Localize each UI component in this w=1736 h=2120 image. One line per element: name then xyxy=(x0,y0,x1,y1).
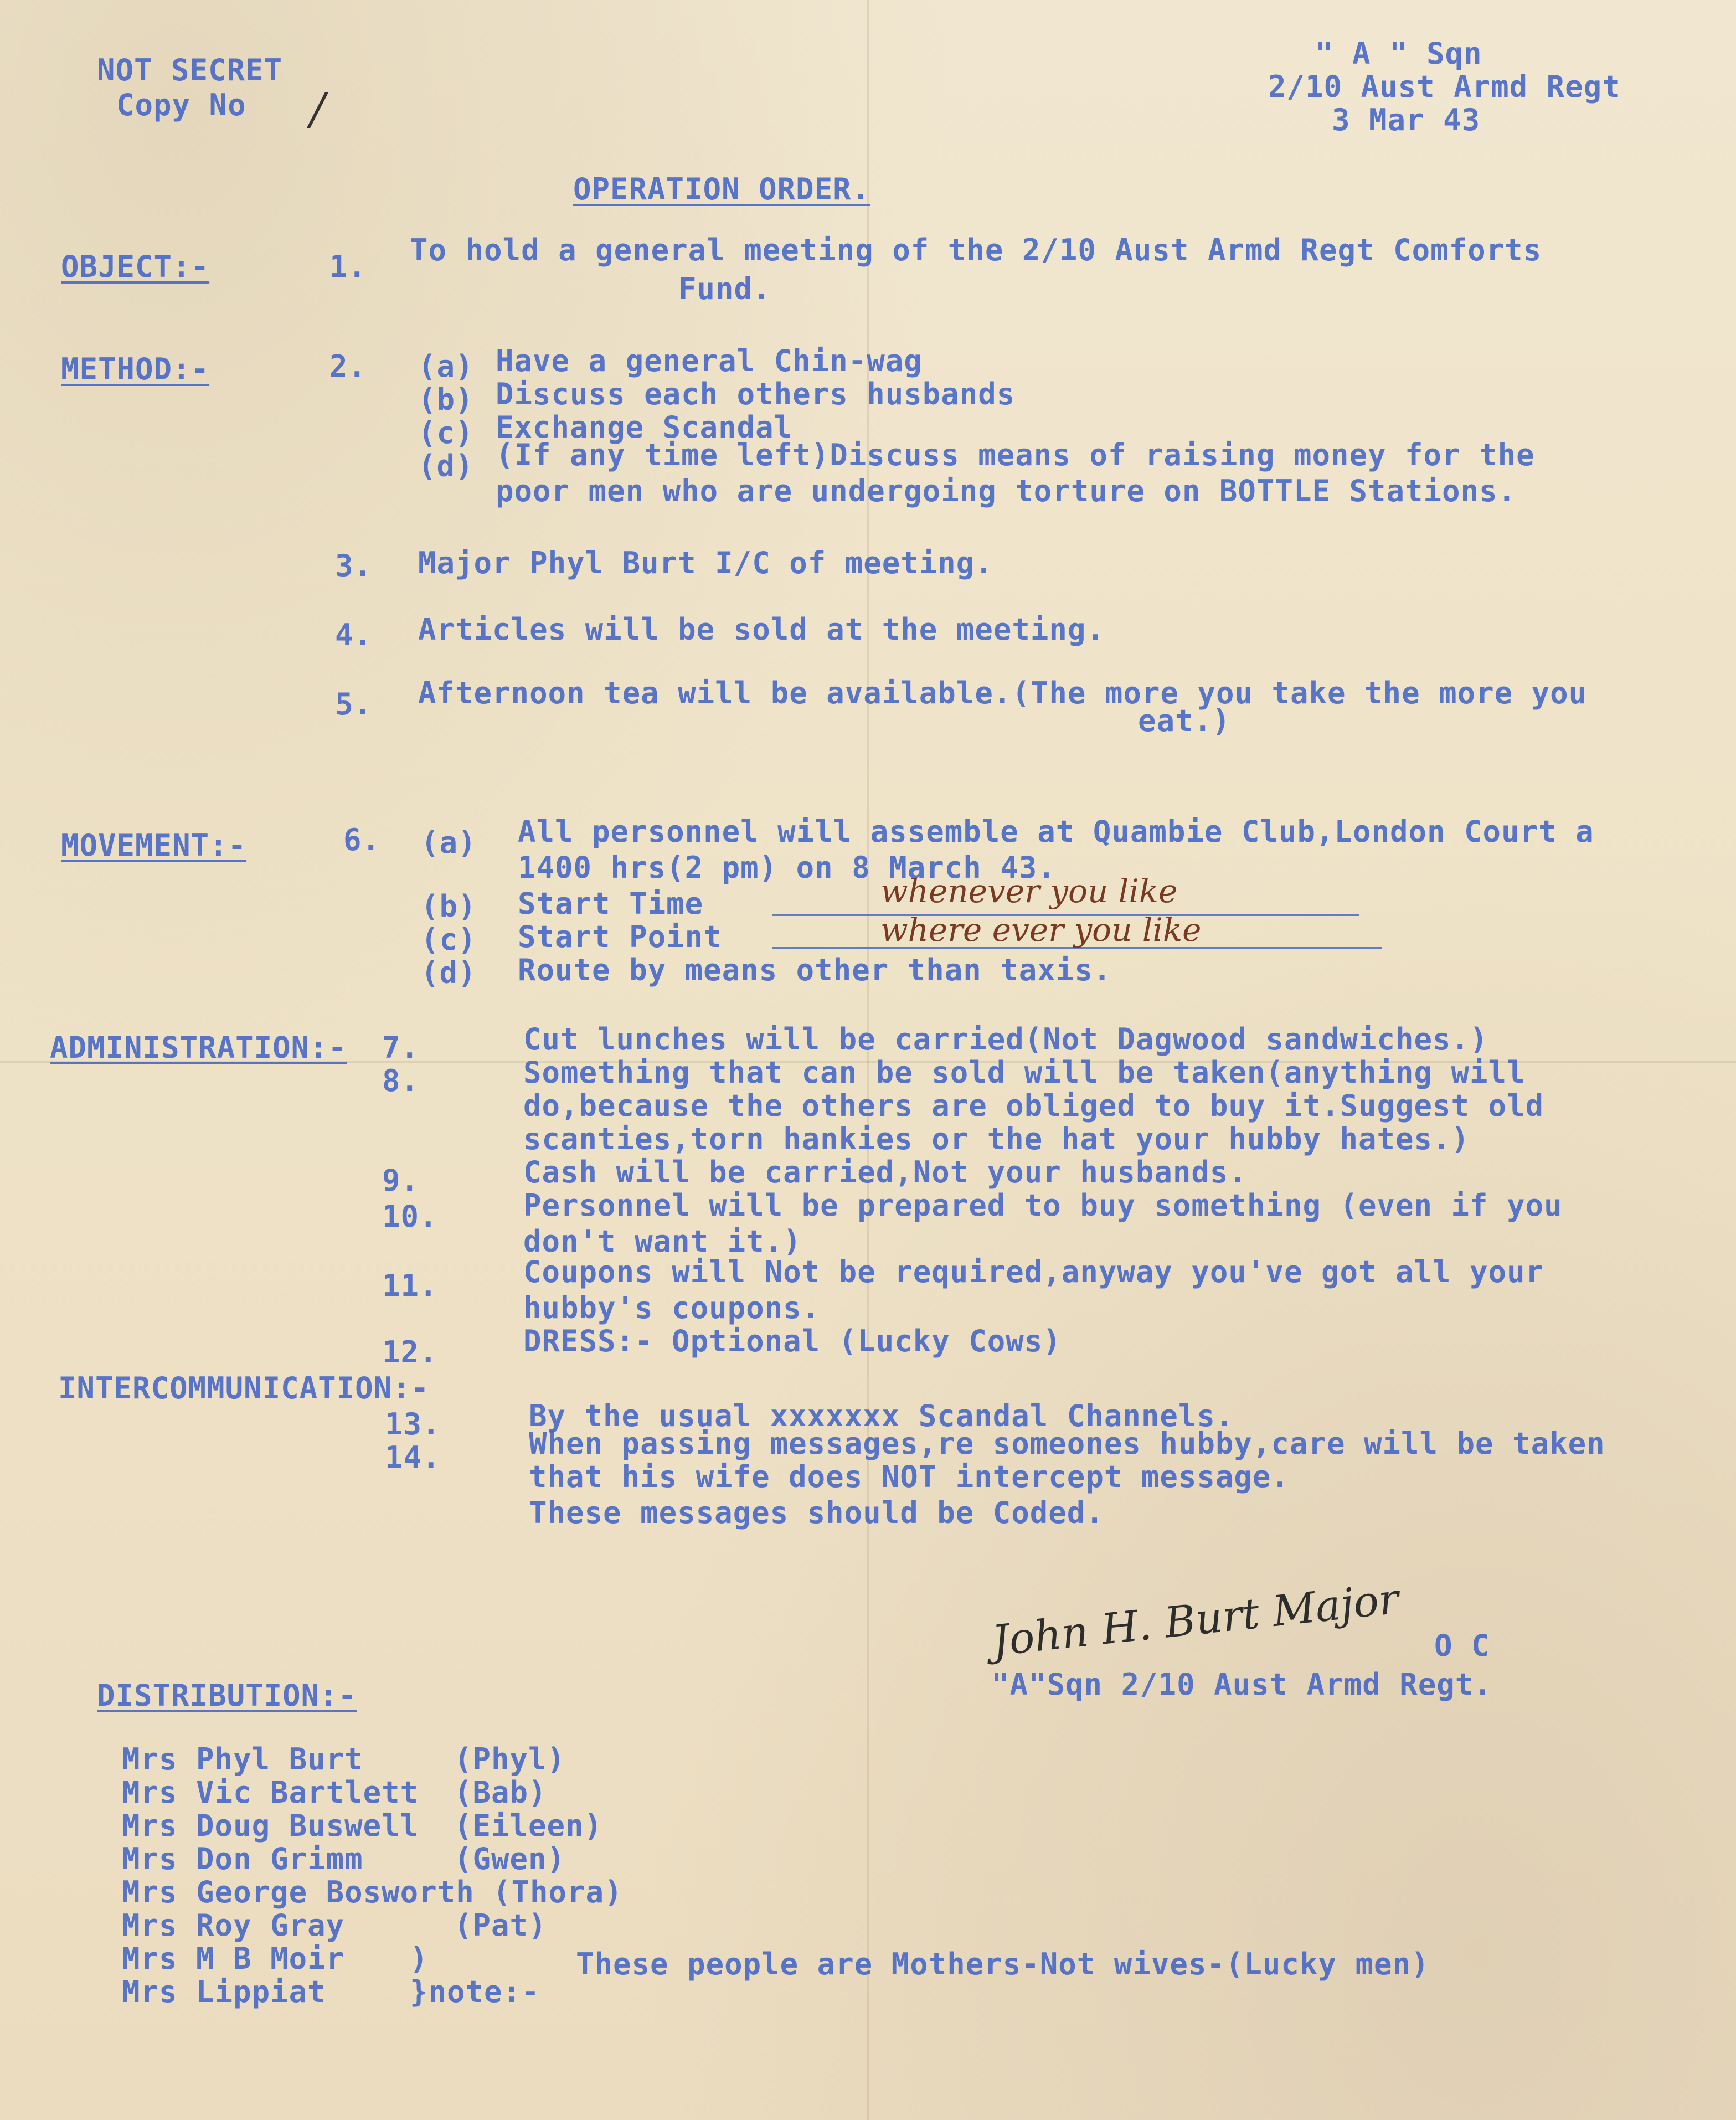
method-item-letter-d: (d) xyxy=(418,449,474,483)
intercom-13-number: 13. xyxy=(385,1407,441,1442)
unit-header-date: 3 Mar 43 xyxy=(1332,102,1481,137)
movement-number: 6. xyxy=(343,822,381,857)
para5-number: 5. xyxy=(335,687,373,722)
intercom-14-line1: When passing messages,re someones hubby,care will be taken xyxy=(529,1426,1605,1461)
distribution-name-3: Mrs Doug Buswell xyxy=(122,1808,419,1843)
method-item-text-d: (If any time left)Discuss means of raising money for the xyxy=(496,438,1535,472)
start-time-handwritten: whenever you like xyxy=(880,872,1178,910)
para5-text-cont: eat.) xyxy=(1138,703,1231,738)
distribution-heading: DISTRIBUTION:- xyxy=(97,1678,357,1713)
admin-11-line1: Coupons will Not be required,anyway you've got all your xyxy=(523,1254,1544,1289)
method-item-text-a: Have a general Chin-wag xyxy=(496,343,923,378)
movement-d-text: Route by means other than taxis. xyxy=(518,953,1112,987)
copy-number-value: / xyxy=(310,83,325,135)
para5-text: Afternoon tea will be available.(The more you take the more you xyxy=(418,676,1588,711)
movement-letter-b: (b) xyxy=(421,889,477,924)
distribution-name-5: Mrs George Bosworth xyxy=(122,1875,475,1910)
movement-letter-a: (a) xyxy=(421,825,477,860)
movement-a-line1: All personnel will assemble at Quambie Club,London Court a xyxy=(518,814,1594,849)
method-item-letter-a: (a) xyxy=(418,349,474,384)
para3-text: Major Phyl Burt I/C of meeting. xyxy=(418,546,993,580)
admin-12-number: 12. xyxy=(382,1335,438,1370)
distribution-nick-3: (Eileen) xyxy=(454,1808,603,1843)
intercommunication-heading: INTERCOMMUNICATION:- xyxy=(58,1371,430,1406)
method-item-text-b: Discuss each others husbands xyxy=(496,377,1016,411)
distribution-nick-2: (Bab) xyxy=(454,1775,547,1810)
distribution-name-8: Mrs Lippiat xyxy=(122,1974,326,2009)
admin-11-number: 11. xyxy=(382,1268,438,1303)
signature-unit: "A"Sqn 2/10 Aust Armd Regt. xyxy=(991,1667,1492,1702)
para4-number: 4. xyxy=(335,618,373,652)
movement-heading: MOVEMENT:- xyxy=(61,828,247,863)
intercom-13-line1: By the usual xxxxxxx Scandal Channels. xyxy=(529,1398,1234,1433)
intercom-14-number: 14. xyxy=(385,1440,441,1475)
distribution-nick-5: (Thora) xyxy=(493,1875,623,1910)
copy-number-label: Copy No xyxy=(116,88,246,122)
object-number: 1. xyxy=(329,249,367,284)
method-item-letter-b: (b) xyxy=(418,382,474,417)
admin-10-line2: don't want it.) xyxy=(523,1224,802,1259)
distribution-nick-6: (Pat) xyxy=(454,1908,547,1943)
start-point-handwritten: where ever you like xyxy=(880,911,1202,949)
para3-number: 3. xyxy=(335,548,373,583)
unit-header-regt: 2/10 Aust Armd Regt xyxy=(1268,69,1621,104)
admin-7-line1: Cut lunches will be carried(Not Dagwood sandwiches.) xyxy=(523,1022,1488,1057)
start-time-label: Start Time xyxy=(518,886,704,921)
administration-heading: ADMINISTRATION:- xyxy=(50,1030,347,1065)
distribution-nick-7: ) xyxy=(410,1941,429,1976)
method-item-letter-c: (c) xyxy=(418,415,474,450)
object-heading: OBJECT:- xyxy=(61,249,210,284)
distribution-name-4: Mrs Don Grimm xyxy=(122,1841,363,1876)
admin-8-number: 8. xyxy=(382,1063,420,1098)
admin-10-number: 10. xyxy=(382,1199,438,1234)
admin-8-line3: scanties,torn hankies or the hat your hubby hates.) xyxy=(523,1121,1470,1156)
distribution-name-2: Mrs Vic Bartlett xyxy=(122,1775,419,1810)
start-point-label: Start Point xyxy=(518,919,722,954)
admin-8-line1: Something that can be sold will be taken(anything will xyxy=(523,1055,1526,1090)
distribution-note: These people are Mothers-Not wives-(Lucky men) xyxy=(576,1947,1430,1982)
classification-label: NOT SECRET xyxy=(97,53,283,88)
para4-text: Articles will be sold at the meeting. xyxy=(418,612,1105,647)
movement-a-line2: 1400 hrs(2 pm) on 8 March 43. xyxy=(518,850,1056,885)
distribution-name-6: Mrs Roy Gray xyxy=(122,1908,345,1943)
intercom-14-line2: that his wife does NOT intercept message. xyxy=(529,1459,1290,1494)
distribution-name-7: Mrs M B Moir xyxy=(122,1941,345,1976)
officer-commanding-label: O C xyxy=(1434,1628,1490,1663)
distribution-nick-4: (Gwen) xyxy=(454,1841,566,1876)
distribution-nick-8: }note:- xyxy=(410,1974,540,2009)
distribution-name-1: Mrs Phyl Burt xyxy=(122,1742,363,1777)
object-text-line2: Fund. xyxy=(678,271,771,306)
intercom-14-line3: These messages should be Coded. xyxy=(529,1495,1104,1530)
movement-letter-d: (d) xyxy=(421,955,477,990)
distribution-nick-1: (Phyl) xyxy=(454,1742,566,1777)
object-text-line1: To hold a general meeting of the 2/10 Aust Armd Regt Comforts xyxy=(410,233,1542,267)
admin-12-line1: DRESS:- Optional (Lucky Cows) xyxy=(523,1324,1062,1359)
method-item-text-c: Exchange Scandal xyxy=(496,410,793,445)
method-item-text-d-cont: poor men who are undergoing torture on BOTTLE Stations. xyxy=(496,474,1517,508)
admin-9-line1: Cash will be carried,Not your husbands. xyxy=(523,1155,1247,1190)
signature: John H. Burt Major xyxy=(990,1573,1402,1666)
admin-11-line2: hubby's coupons. xyxy=(523,1290,821,1325)
page-title: OPERATION ORDER. xyxy=(573,172,870,207)
method-number: 2. xyxy=(329,349,367,384)
method-heading: METHOD:- xyxy=(61,352,210,387)
movement-letter-c: (c) xyxy=(421,922,477,957)
admin-10-line1: Personnel will be prepared to buy something (even if you xyxy=(523,1188,1563,1223)
admin-9-number: 9. xyxy=(382,1163,420,1198)
unit-header-sqn: " A " Sqn xyxy=(1315,36,1482,71)
admin-8-line2: do,because the others are obliged to buy it.Suggest old xyxy=(523,1088,1544,1123)
admin-7-number: 7. xyxy=(382,1030,420,1065)
